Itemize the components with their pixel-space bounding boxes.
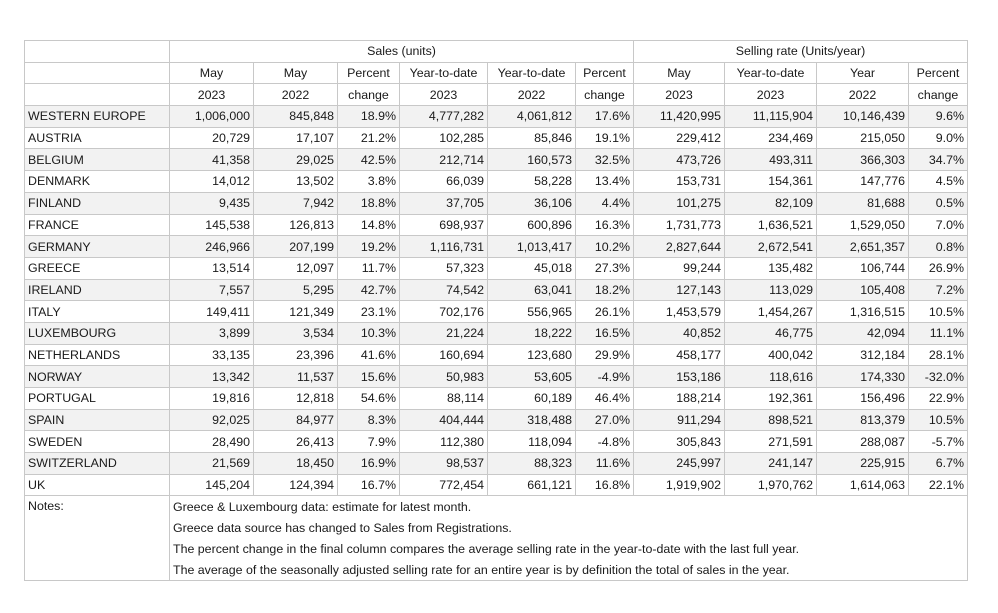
table-cell: 26,413 [254,431,338,453]
table-cell: 19,816 [170,388,254,410]
table-cell: 23.1% [338,301,400,323]
column-header: 2022 [817,84,909,106]
table-cell: 41.6% [338,344,400,366]
table-cell: 212,714 [400,149,488,171]
table-cell: 21.2% [338,127,400,149]
table-cell: 92,025 [170,409,254,431]
table-cell: 473,726 [634,149,725,171]
table-cell: 127,143 [634,279,725,301]
table-cell: 4.4% [576,192,634,214]
column-header: Year-to-date [488,62,576,84]
table-cell: 160,694 [400,344,488,366]
table-cell: 0.8% [909,236,968,258]
column-header: Year-to-date [725,62,817,84]
table-cell: 1,614,063 [817,474,909,496]
table-cell: 41,358 [170,149,254,171]
country-name: AUSTRIA [25,127,170,149]
table-cell: 188,214 [634,388,725,410]
table-cell: 493,311 [725,149,817,171]
column-header: Year-to-date [400,62,488,84]
column-header: 2023 [725,84,817,106]
table-cell: 19.1% [576,127,634,149]
table-cell: 123,680 [488,344,576,366]
table-cell: 16.3% [576,214,634,236]
table-cell: 911,294 [634,409,725,431]
column-header: change [338,84,400,106]
table-cell: 400,042 [725,344,817,366]
table-cell: 153,186 [634,366,725,388]
corner-cell [25,41,170,63]
table-cell: 118,094 [488,431,576,453]
table-cell: 149,411 [170,301,254,323]
table-cell: 15.6% [338,366,400,388]
table-cell: -5.7% [909,431,968,453]
table-cell: 145,538 [170,214,254,236]
column-header: 2023 [634,84,725,106]
table-cell: 33,135 [170,344,254,366]
table-cell: 156,496 [817,388,909,410]
table-cell: 229,412 [634,127,725,149]
table-cell: 4.5% [909,171,968,193]
table-cell: 458,177 [634,344,725,366]
table-cell: 7,942 [254,192,338,214]
table-cell: 126,813 [254,214,338,236]
table-cell: 46,775 [725,322,817,344]
table-cell: 1,013,417 [488,236,576,258]
table-cell: 34.7% [909,149,968,171]
country-name: NETHERLANDS [25,344,170,366]
table-cell: 16.8% [576,474,634,496]
group-header-row [25,41,968,63]
table-row [25,388,968,410]
table-row [25,279,968,301]
table-cell: 124,394 [254,474,338,496]
table-cell: 42.7% [338,279,400,301]
column-header: 2023 [170,84,254,106]
table-cell: 147,776 [817,171,909,193]
table-cell: 57,323 [400,257,488,279]
table-cell: 174,330 [817,366,909,388]
table-cell: 13,514 [170,257,254,279]
note-text: Greece data source has changed to Sales from Registrations. [170,517,968,538]
table-cell: 121,349 [254,301,338,323]
table-cell: 18.8% [338,192,400,214]
table-row [25,214,968,236]
table-cell: 9.0% [909,127,968,149]
table-cell: -32.0% [909,366,968,388]
table-cell: 1,316,515 [817,301,909,323]
table-cell: -4.9% [576,366,634,388]
column-header: Percent [576,62,634,84]
table-cell: 160,573 [488,149,576,171]
table-cell: 106,744 [817,257,909,279]
table-cell: 17.6% [576,106,634,128]
country-name: UK [25,474,170,496]
note-text: The average of the seasonally adjusted selling rate for an entire year is by definition the total of sales in the year. [170,559,968,581]
table-cell: 37,705 [400,192,488,214]
table-row [25,431,968,453]
country-name: SWEDEN [25,431,170,453]
table-cell: 1,731,773 [634,214,725,236]
table-cell: 99,244 [634,257,725,279]
country-name: FRANCE [25,214,170,236]
table-cell: 66,039 [400,171,488,193]
table-cell: 813,379 [817,409,909,431]
country-name: PORTUGAL [25,388,170,410]
table-cell: 26.9% [909,257,968,279]
table-cell: 6.7% [909,453,968,475]
table-cell: 234,469 [725,127,817,149]
table-cell: 11,537 [254,366,338,388]
table-cell: 22.9% [909,388,968,410]
table-cell: 60,189 [488,388,576,410]
column-header-row-2 [25,84,968,106]
table-cell: 13.4% [576,171,634,193]
group-header-sales: Sales (units) [170,41,634,63]
table-cell: 101,275 [634,192,725,214]
table-cell: 11,115,904 [725,106,817,128]
table-cell: 207,199 [254,236,338,258]
table-cell: 12,818 [254,388,338,410]
table-cell: 661,121 [488,474,576,496]
table-cell: 118,616 [725,366,817,388]
country-name: NORWAY [25,366,170,388]
table-cell: 845,848 [254,106,338,128]
table-cell: 10.2% [576,236,634,258]
table-cell: 53,605 [488,366,576,388]
table-cell: 26.1% [576,301,634,323]
column-header: change [576,84,634,106]
table-cell: 50,983 [400,366,488,388]
country-name: SWITZERLAND [25,453,170,475]
table-cell: 21,569 [170,453,254,475]
table-cell: 54.6% [338,388,400,410]
notes-label: Notes: [25,496,170,581]
table-cell: 11.1% [909,322,968,344]
table-row [25,149,968,171]
table-cell: 27.3% [576,257,634,279]
table-cell: 29,025 [254,149,338,171]
table-cell: 102,285 [400,127,488,149]
table-cell: 40,852 [634,322,725,344]
table-cell: 9.6% [909,106,968,128]
table-row [25,474,968,496]
table-cell: 8.3% [338,409,400,431]
table-cell: 11.6% [576,453,634,475]
table-cell: -4.8% [576,431,634,453]
table-cell: 556,965 [488,301,576,323]
table-cell: 4,061,812 [488,106,576,128]
table-cell: 11.7% [338,257,400,279]
table-cell: 18.2% [576,279,634,301]
table-cell: 1,970,762 [725,474,817,496]
table-cell: 28.1% [909,344,968,366]
table-cell: 19.2% [338,236,400,258]
table-cell: 82,109 [725,192,817,214]
column-header: 2022 [254,84,338,106]
table-cell: 404,444 [400,409,488,431]
column-header: Year [817,62,909,84]
table-cell: 18,450 [254,453,338,475]
table-cell: 18.9% [338,106,400,128]
group-header-selling-rate: Selling rate (Units/year) [634,41,968,63]
table-cell: 1,529,050 [817,214,909,236]
table-cell: 318,488 [488,409,576,431]
table-cell: 12,097 [254,257,338,279]
table-cell: 36,106 [488,192,576,214]
table-cell: 13,502 [254,171,338,193]
table-cell: 27.0% [576,409,634,431]
table-cell: 23,396 [254,344,338,366]
table-cell: 215,050 [817,127,909,149]
table-cell: 225,915 [817,453,909,475]
table-cell: 698,937 [400,214,488,236]
table-cell: 7.0% [909,214,968,236]
notes-section [25,496,968,581]
table-cell: 5,295 [254,279,338,301]
table-cell: 58,228 [488,171,576,193]
table-cell: 22.1% [909,474,968,496]
column-header: Percent [338,62,400,84]
country-name: BELGIUM [25,149,170,171]
table-cell: 113,029 [725,279,817,301]
table-cell: 28,490 [170,431,254,453]
note-row [25,496,968,518]
table-cell: 29.9% [576,344,634,366]
table-cell: 772,454 [400,474,488,496]
table-cell: 1,636,521 [725,214,817,236]
table-cell: 42,094 [817,322,909,344]
table-cell: 305,843 [634,431,725,453]
table-cell: 10.5% [909,409,968,431]
table-cell: 14,012 [170,171,254,193]
corner-cell [25,62,170,84]
table-cell: 2,672,541 [725,236,817,258]
table-row [25,236,968,258]
table-cell: 16.7% [338,474,400,496]
table-cell: 18,222 [488,322,576,344]
table-cell: 1,453,579 [634,301,725,323]
table-cell: 45,018 [488,257,576,279]
table-cell: 105,408 [817,279,909,301]
country-name: FINLAND [25,192,170,214]
country-name: IRELAND [25,279,170,301]
country-name: SPAIN [25,409,170,431]
table-cell: 112,380 [400,431,488,453]
table-row [25,301,968,323]
table-cell: 42.5% [338,149,400,171]
table-cell: 2,827,644 [634,236,725,258]
table-cell: 20,729 [170,127,254,149]
table-cell: 246,966 [170,236,254,258]
table-cell: 288,087 [817,431,909,453]
table-cell: 10,146,439 [817,106,909,128]
table-row [25,171,968,193]
note-text: Greece & Luxembourg data: estimate for latest month. [170,496,968,518]
table-row [25,409,968,431]
table-cell: 154,361 [725,171,817,193]
table-cell: 13,342 [170,366,254,388]
column-header: May [254,62,338,84]
table-cell: 46.4% [576,388,634,410]
column-header: May [170,62,254,84]
table-cell: 63,041 [488,279,576,301]
sales-table [24,40,968,581]
country-name: GERMANY [25,236,170,258]
table-cell: 1,116,731 [400,236,488,258]
table-row [25,106,968,128]
table-cell: 32.5% [576,149,634,171]
table-cell: 85,846 [488,127,576,149]
table-row [25,453,968,475]
table-cell: 21,224 [400,322,488,344]
table-cell: 898,521 [725,409,817,431]
table-cell: 98,537 [400,453,488,475]
table-row [25,257,968,279]
table-row [25,366,968,388]
table-cell: 245,997 [634,453,725,475]
table-cell: 16.9% [338,453,400,475]
table-cell: 81,688 [817,192,909,214]
table-cell: 1,006,000 [170,106,254,128]
table-cell: 312,184 [817,344,909,366]
country-name: WESTERN EUROPE [25,106,170,128]
table-cell: 0.5% [909,192,968,214]
table-cell: 3.8% [338,171,400,193]
table-cell: 135,482 [725,257,817,279]
table-cell: 9,435 [170,192,254,214]
column-header-row-1 [25,62,968,84]
table-cell: 271,591 [725,431,817,453]
table-cell: 702,176 [400,301,488,323]
country-name: DENMARK [25,171,170,193]
column-header: 2022 [488,84,576,106]
table-cell: 145,204 [170,474,254,496]
table-cell: 74,542 [400,279,488,301]
table-row [25,192,968,214]
table-cell: 1,919,902 [634,474,725,496]
table-cell: 3,534 [254,322,338,344]
table-cell: 153,731 [634,171,725,193]
table-cell: 14.8% [338,214,400,236]
table-cell: 1,454,267 [725,301,817,323]
table-cell: 366,303 [817,149,909,171]
table-cell: 241,147 [725,453,817,475]
country-name: GREECE [25,257,170,279]
table-cell: 10.3% [338,322,400,344]
column-header: change [909,84,968,106]
table-cell: 7,557 [170,279,254,301]
table-cell: 600,896 [488,214,576,236]
table-cell: 7.9% [338,431,400,453]
table-row [25,322,968,344]
table-cell: 88,114 [400,388,488,410]
table-cell: 3,899 [170,322,254,344]
table-cell: 88,323 [488,453,576,475]
table-cell: 16.5% [576,322,634,344]
table-row [25,127,968,149]
column-header: May [634,62,725,84]
table-cell: 4,777,282 [400,106,488,128]
column-header: Percent [909,62,968,84]
corner-cell [25,84,170,106]
table-body [25,106,968,496]
table-cell: 17,107 [254,127,338,149]
column-header: 2023 [400,84,488,106]
table-cell: 2,651,357 [817,236,909,258]
table-row [25,344,968,366]
table-cell: 84,977 [254,409,338,431]
table-cell: 11,420,995 [634,106,725,128]
table-cell: 7.2% [909,279,968,301]
table-cell: 192,361 [725,388,817,410]
note-text: The percent change in the final column compares the average selling rate in the year-to-date with the last full year. [170,538,968,559]
country-name: ITALY [25,301,170,323]
country-name: LUXEMBOURG [25,322,170,344]
table-cell: 10.5% [909,301,968,323]
